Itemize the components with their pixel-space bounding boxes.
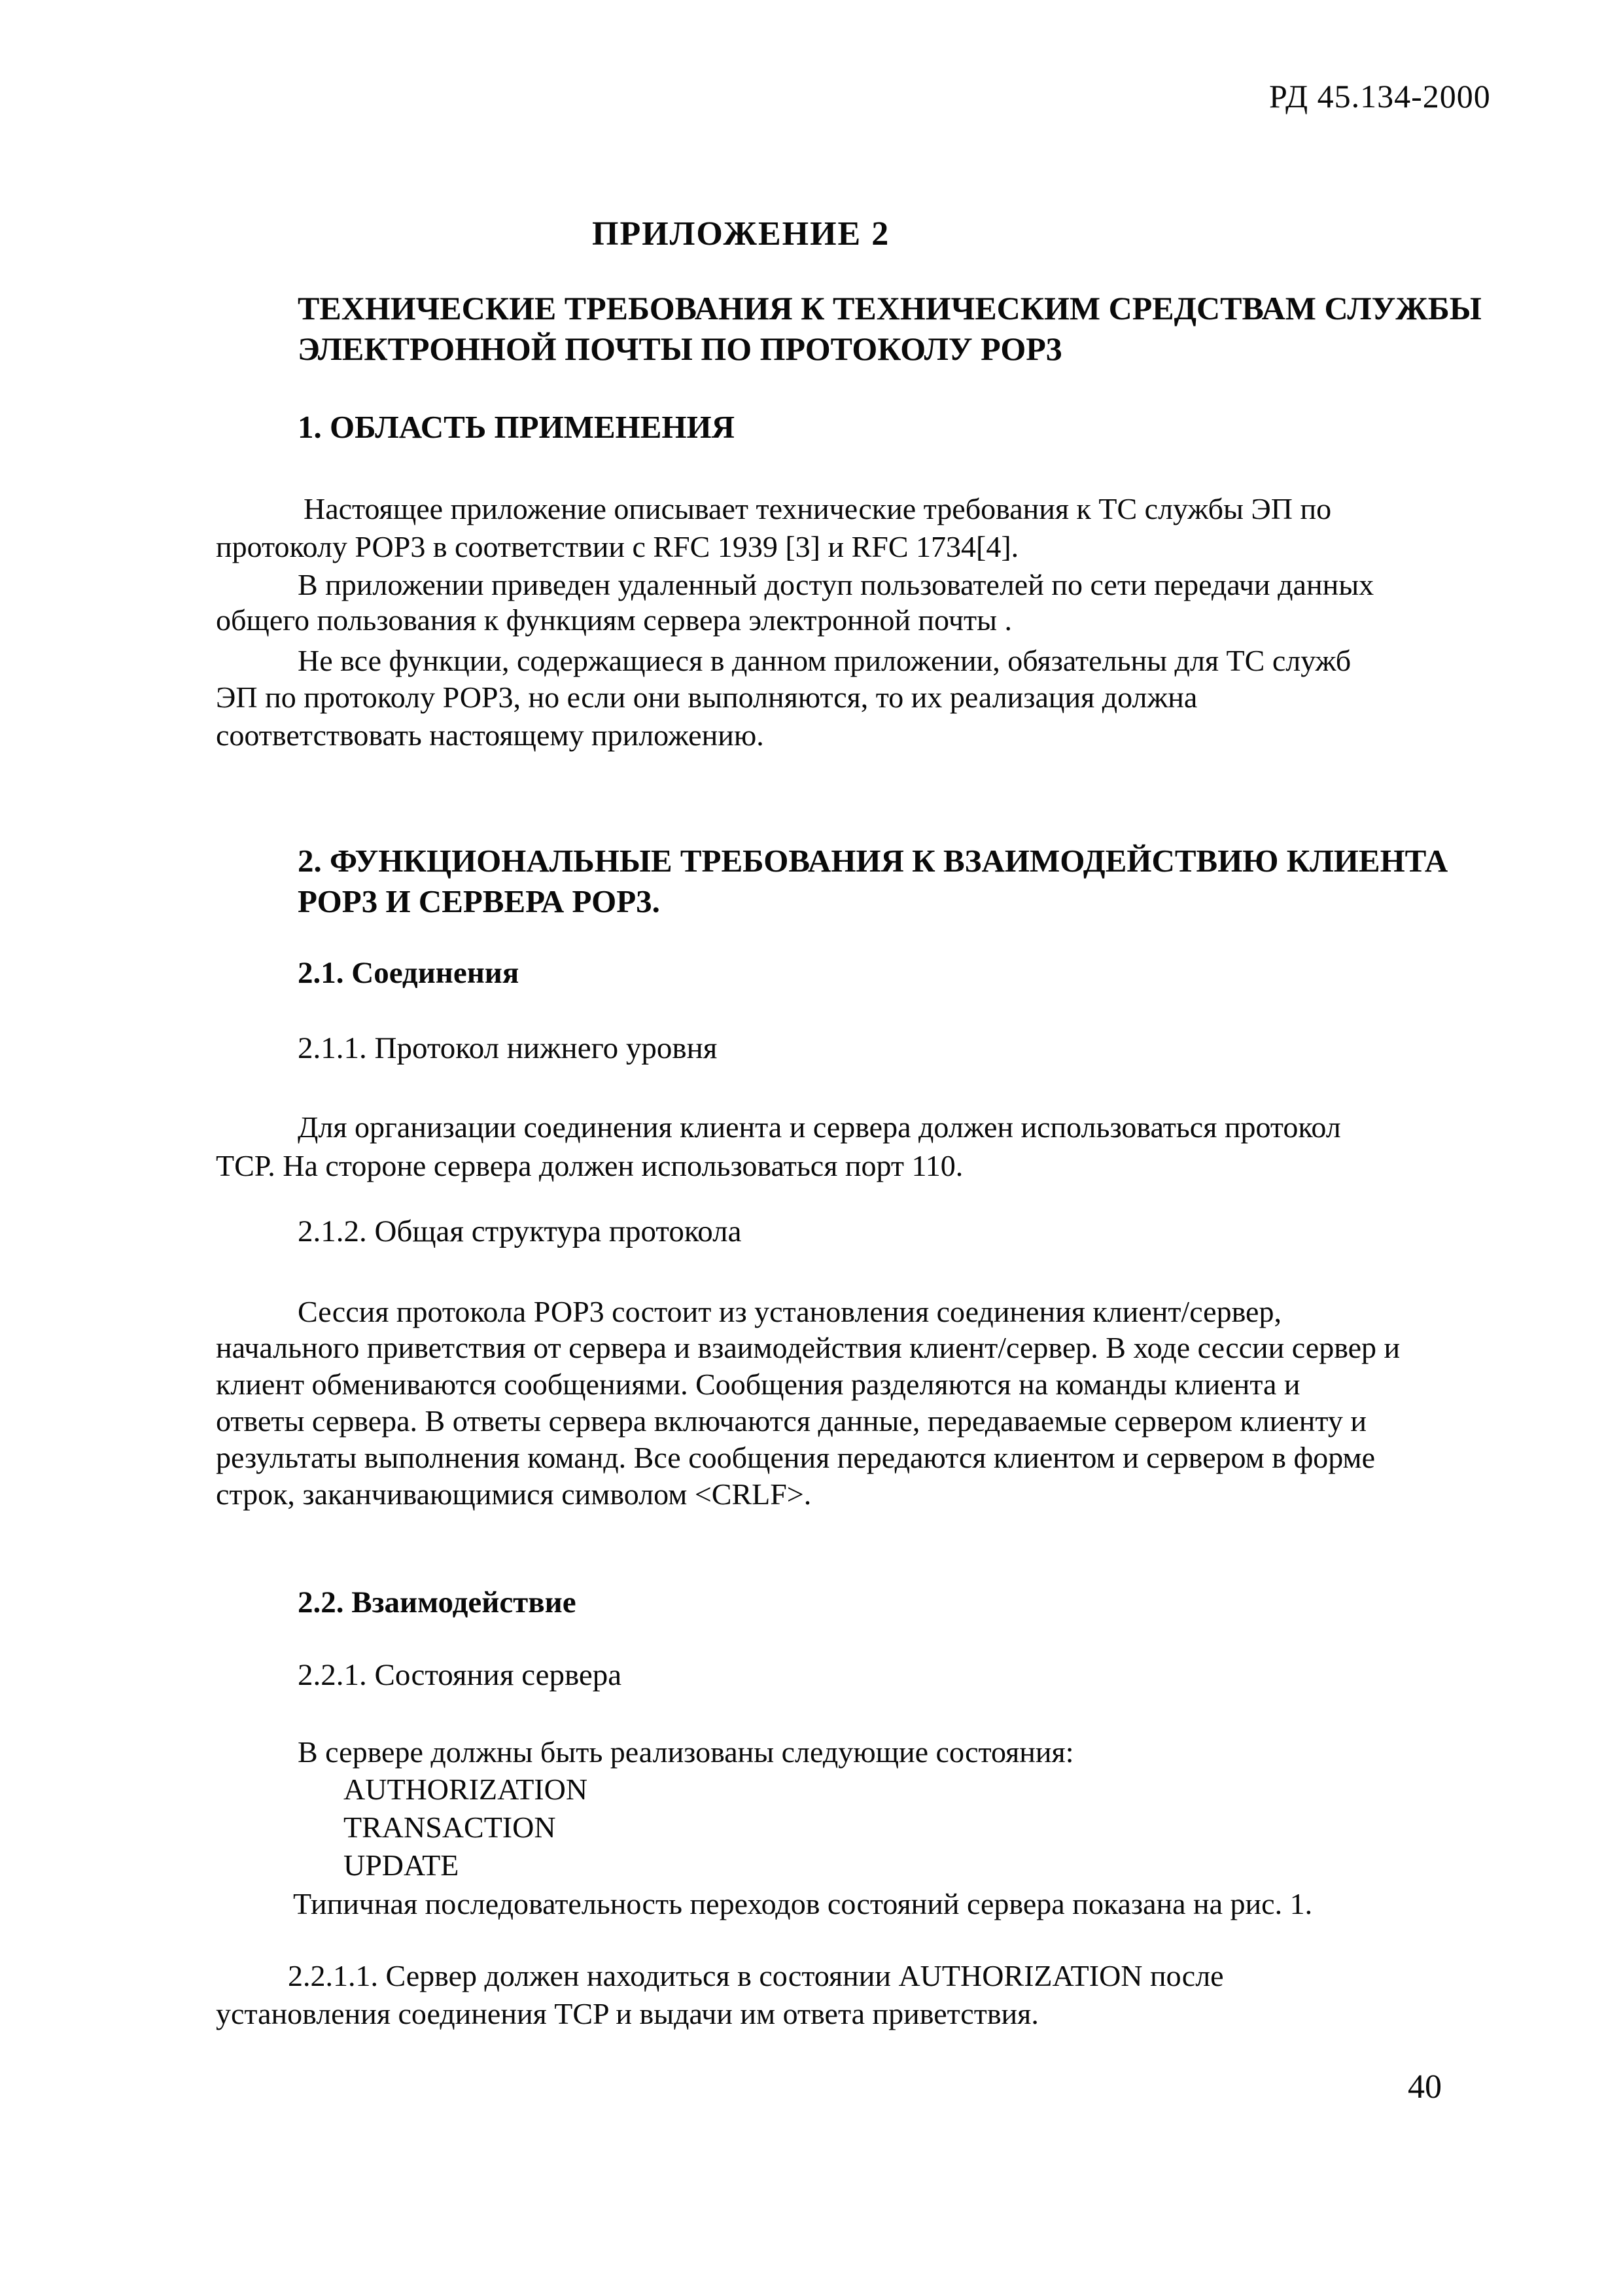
states-list — [343, 1771, 587, 1884]
state-transaction: TRANSACTION — [343, 1810, 556, 1844]
subsection-2-1-2-title: 2.1.2. Общая структура протокола — [298, 1214, 742, 1248]
section-1-line-7: соответствовать настоящему приложению. — [216, 718, 764, 752]
subsection-2-2-1-1-line-1: 2.2.1.1. Сервер должен находиться в состоянии AUTHORIZATION после — [288, 1959, 1224, 1992]
section-1-line-3: В приложении приведен удаленный доступ пользователей по сети передачи данных — [298, 568, 1374, 601]
subsection-2-1-title: 2.1. Соединения — [298, 956, 519, 990]
section-1-line-2: протоколу РОР3 в соответствии с RFC 1939 [3] и RFC 1734[4]. — [216, 530, 1019, 563]
states-intro: В сервере должны быть реализованы следующие состояния: — [298, 1735, 1074, 1769]
state-update: UPDATE — [343, 1848, 459, 1882]
section-1-line-6: ЭП по протоколу РОР3, но если они выполняются, то их реализация должна — [216, 680, 1198, 714]
main-title-line-1: ТЕХНИЧЕСКИЕ ТРЕБОВАНИЯ К ТЕХНИЧЕСКИМ СРЕДСТВАМ СЛУЖБЫ — [298, 290, 1482, 327]
subsection-2-2-1-1-line-2: установления соединения TCP и выдачи им ответа приветствия. — [216, 1997, 1039, 2030]
page-number: 40 — [1408, 2068, 1442, 2106]
subsection-2-1-2-line-1: Сессия протокола РОР3 состоит из установления соединения клиент/сервер, — [298, 1295, 1282, 1328]
section-1-line-5: Не все функции, содержащиеся в данном приложении, обязательны для ТС служб — [298, 644, 1352, 677]
subsection-2-1-2-line-3: клиент обмениваются сообщениями. Сообщения разделяются на команды клиента и — [216, 1368, 1300, 1401]
subsection-2-1-1-line-1: Для организации соединения клиента и сервера должен использоваться протокол — [298, 1110, 1341, 1144]
main-title-line-2: ЭЛЕКТРОННОЙ ПОЧТЫ ПО ПРОТОКОЛУ РОР3 — [298, 330, 1062, 367]
section-2-heading — [298, 841, 1448, 922]
main-title — [298, 288, 1482, 369]
subsection-2-1-2-line-4: ответы сервера. В ответы сервера включаются данные, передаваемые сервером клиенту и — [216, 1404, 1367, 1438]
section-1-line-4: общего пользования к функциям сервера электронной почты . — [216, 603, 1013, 637]
document-code: РД 45.134-2000 — [1269, 78, 1491, 115]
subsection-2-1-1-title: 2.1.1. Протокол нижнего уровня — [298, 1031, 718, 1065]
states-outro: Типичная последовательность переходов состояний сервера показана на рис. 1. — [293, 1887, 1313, 1920]
subsection-2-2-title: 2.2. Взаимодействие — [298, 1585, 576, 1619]
subsection-2-1-2-line-2: начального приветствия от сервера и взаимодействия клиент/сервер. В ходе сессии сервер и — [216, 1331, 1401, 1364]
section-1-line-1: Настоящее приложение описывает технические требования к ТС службы ЭП по — [304, 492, 1332, 525]
section-1-heading: 1. ОБЛАСТЬ ПРИМЕНЕНИЯ — [298, 409, 735, 445]
appendix-title: ПРИЛОЖЕНИЕ 2 — [592, 215, 890, 253]
state-authorization: AUTHORIZATION — [343, 1773, 588, 1806]
subsection-2-1-1-line-2: TCP. На стороне сервера должен использоваться порт 110. — [216, 1149, 964, 1182]
subsection-2-2-1-title: 2.2.1. Состояния сервера — [298, 1658, 622, 1692]
subsection-2-1-2-line-5: результаты выполнения команд. Все сообщения передаются клиентом и сервером в форме — [216, 1441, 1376, 1474]
subsection-2-1-2-line-6: строк, заканчивающимися символом <CRLF>. — [216, 1477, 812, 1511]
section-2-heading-line-2: РОР3 И СЕРВЕРА РОР3. — [298, 883, 660, 919]
section-2-heading-line-1: 2. ФУНКЦИОНАЛЬНЫЕ ТРЕБОВАНИЯ К ВЗАИМОДЕЙСТВИЮ КЛИЕНТА — [298, 843, 1448, 879]
